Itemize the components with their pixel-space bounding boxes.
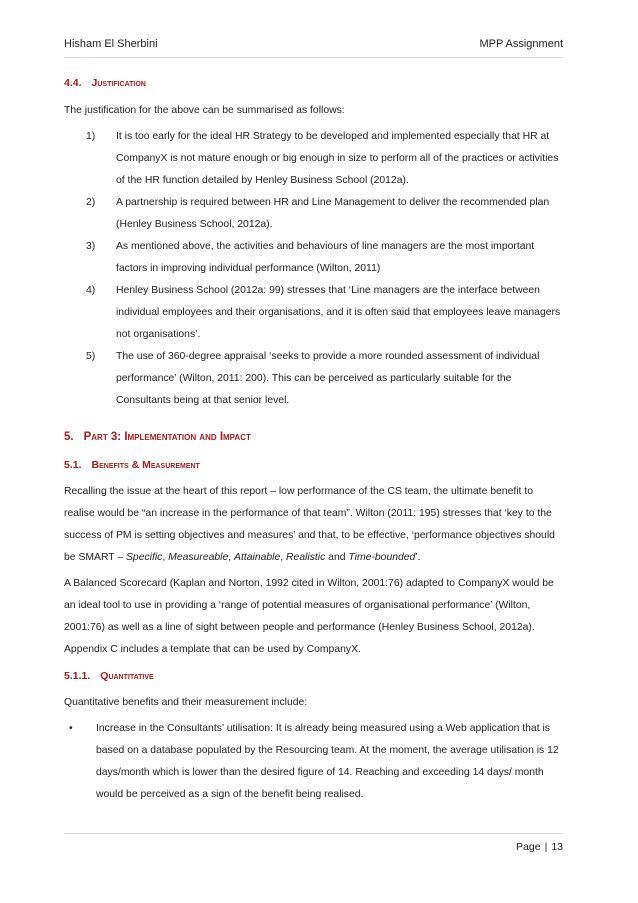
s511-intro: Quantitative benefits and their measurement include: (64, 697, 308, 708)
list-item (64, 718, 563, 806)
heading-5-1 (64, 454, 563, 476)
list-item-text: A partnership is required between HR and Line Management to deliver the recommended plan (Henley Business School, 2012a). (116, 197, 550, 230)
list-item-text: As mentioned above, the activities and behaviours of line managers are the most important factors in improving individual performance (Wilton, 2011) (116, 241, 535, 274)
header-divider (64, 57, 563, 58)
footer-separator: | (544, 841, 548, 853)
list-item (64, 192, 563, 236)
smart-measureable: Measureable (168, 552, 229, 563)
s51-p1-end: ’. (415, 552, 421, 563)
s51-p1-comma-3: , (280, 552, 287, 563)
s51-p1-comma-2: , (228, 552, 235, 563)
list-item-number: 3) (86, 241, 96, 252)
list-item-number: 1) (86, 131, 96, 142)
page-body (64, 72, 563, 806)
heading-5-1-title: Benefits & Measurement (91, 459, 200, 471)
s51-p1-text: Recalling the issue at the heart of this report – low performance of the CS team, the ultimate benefit to realise would be “an increase in the performance of that team”. Wilton (2011: 195) stresses that ‘key to the success of PM is setting objectives and measures’ and that, to be effective, ‘performance objectives should be SMART – (64, 486, 555, 563)
heading-5-1-number: 5.1. (64, 459, 82, 471)
heading-4-4 (64, 72, 563, 94)
list-item-number: 4) (86, 285, 96, 296)
header-doc-title: MPP Assignment (479, 38, 563, 50)
s51-paragraph-2: A Balanced Scorecard (Kaplan and Norton, 1992 cited in Wilton, 2001:76) adapted to CompanyX would be an ideal tool to use in providing a ‘range of potential measures of organisational performance’ (Wilton, 2001:76) as well as a line of sight between people and performance (Henley Business School, 2012a). Appendix C includes a template that can be used by CompanyX. (64, 578, 554, 655)
header-author: Hisham El Sherbini (64, 38, 158, 50)
smart-time-bounded: Time-bounded (348, 552, 416, 563)
heading-5-1-1-number: 5.1.1. (64, 670, 91, 682)
list-item-number: 2) (86, 197, 96, 208)
quantitative-list (64, 718, 563, 806)
heading-5-1-1 (64, 665, 563, 687)
list-item-text: The use of 360-degree appraisal ‘seeks to provide a more rounded assessment of individual performance’ (Wilton, 2011: 200). This can be perceived as particularly suitable for the Consultants being at that senior level. (116, 351, 540, 406)
list-item (64, 236, 563, 280)
smart-attainable: Attainable (234, 552, 281, 563)
list-item-text: Henley Business School (2012a: 99) stresses that ‘Line managers are the interface between individual employees and their organisations, and it is often said that employees leave managers not organisations’. (116, 285, 561, 340)
bullet-icon: • (69, 723, 73, 734)
heading-5-title: Part 3: Implementation and Impact (83, 431, 251, 443)
s51-p1-comma-1: , (162, 552, 169, 563)
footer-page-number: 13 (551, 841, 563, 853)
list-item (64, 346, 563, 412)
list-item (64, 280, 563, 346)
footer-page-label: Page (516, 841, 541, 853)
list-item-text: It is too early for the ideal HR Strategy to be developed and implemented especially that HR at CompanyX is not mature enough or big enough in size to perform all of the practices or activities of the HR function detailed by Henley Business School (2012a). (116, 131, 559, 186)
heading-5 (64, 426, 563, 448)
s44-intro: The justification for the above can be summarised as follows: (64, 105, 345, 116)
heading-4-4-title: Justification (91, 77, 146, 89)
list-item-number: 5) (86, 351, 96, 362)
heading-5-number: 5. (64, 431, 74, 443)
smart-realistic: Realistic (286, 552, 326, 563)
s51-paragraph-1 (64, 481, 563, 569)
heading-5-1-1-title: Quantitative (100, 670, 154, 682)
justification-list (64, 126, 563, 412)
s51-p1-and: and (325, 552, 349, 563)
page-footer (516, 841, 563, 853)
smart-specific: Specific (126, 552, 163, 563)
heading-4-4-number: 4.4. (64, 77, 82, 89)
list-item (64, 126, 563, 192)
list-item-text: Increase in the Consultants’ utilisation: It is already being measured using a Web application that is based on a database populated by the Resourcing team. At the moment, the average utilisation is 12 days/month which is lower than the desired figure of 14. Reaching and exceeding 14 days/ month would be perceived as a sign of the benefit being realised. (96, 723, 559, 800)
footer-divider (64, 833, 563, 834)
